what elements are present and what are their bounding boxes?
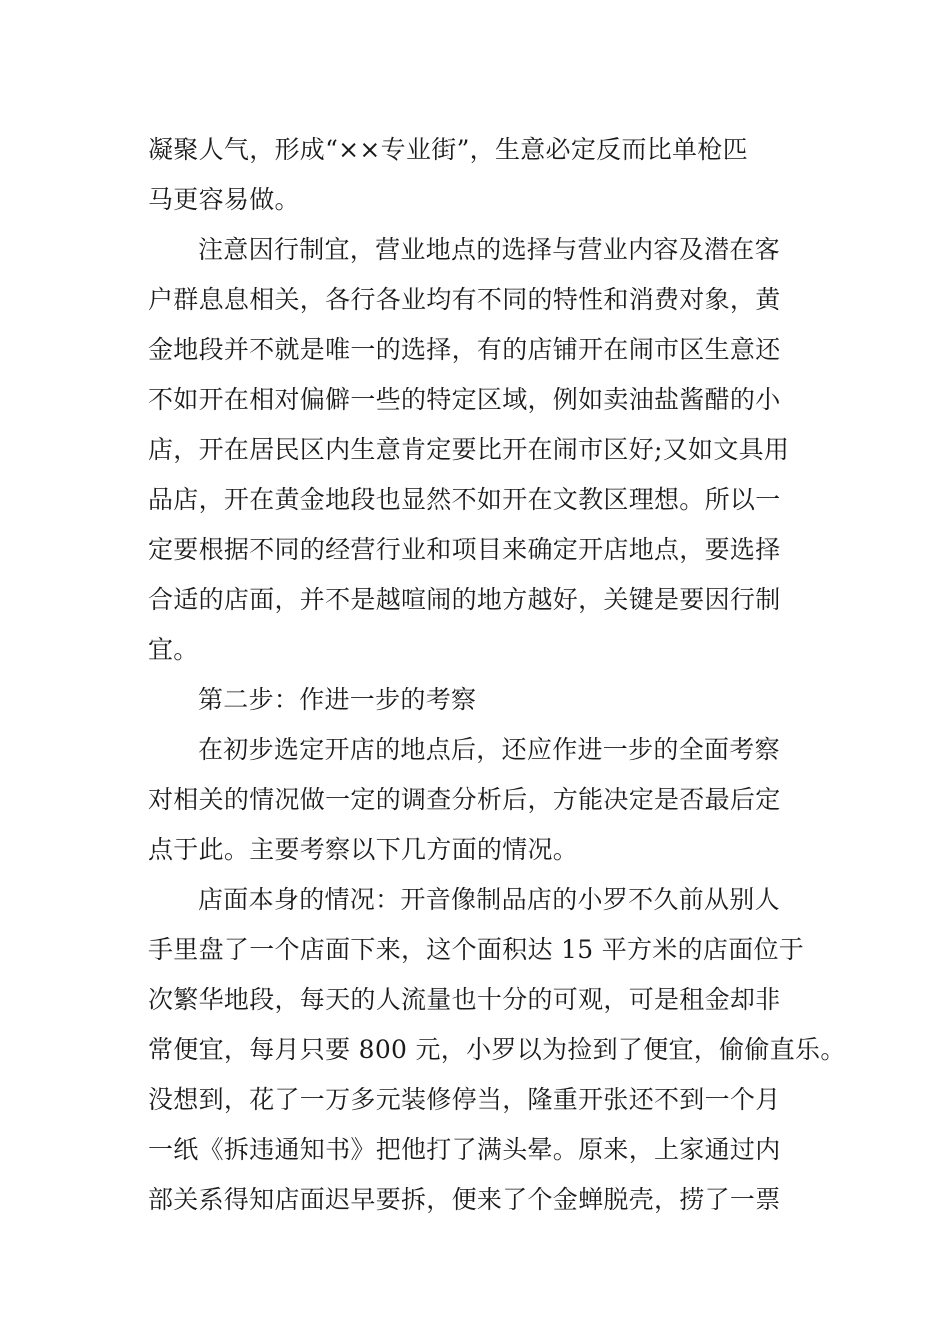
text-line: 部关系得知店面迟早要拆，便来了个金蝉脱壳，捞了一票 <box>148 1185 781 1214</box>
text-line: 品店，开在黄金地段也显然不如开在文教区理想。所以一 <box>148 485 781 514</box>
text-line: 定要根据不同的经营行业和项目来确定开店地点，要选择 <box>148 535 781 564</box>
paragraph-first-line: 在初步选定开店的地点后，还应作进一步的全面考察 <box>198 735 780 764</box>
text-line: 马更容易做。 <box>148 185 300 214</box>
text-line: 手里盘了一个店面下来，这个面积达 15 平方米的店面位于 <box>148 935 805 964</box>
text-line: 没想到，花了一万多元装修停当，隆重开张还不到一个月 <box>148 1085 781 1114</box>
section-heading: 第二步：作进一步的考察 <box>198 685 477 714</box>
text-line: 常便宜，每月只要 800 元，小罗以为捡到了便宜，偷偷直乐。 <box>148 1035 846 1064</box>
text-line: 店，开在居民区内生意肯定要比开在闹市区好;又如文具用 <box>148 435 790 464</box>
text-line: 对相关的情况做一定的调查分析后，方能决定是否最后定 <box>148 785 781 814</box>
text-line: 户群息息相关，各行各业均有不同的特性和消费对象，黄 <box>148 285 781 314</box>
text-line: 合适的店面，并不是越喧闹的地方越好，关键是要因行制 <box>148 585 781 614</box>
text-line: 凝聚人气，形成“××专业街”，生意必定反而比单枪匹 <box>148 135 748 164</box>
text-line: 点于此。主要考察以下几方面的情况。 <box>148 835 579 864</box>
text-line: 次繁华地段，每天的人流量也十分的可观，可是租金却非 <box>148 985 781 1014</box>
text-line: 一纸《拆违通知书》把他打了满头晕。原来，上家通过内 <box>148 1135 781 1164</box>
text-line: 宜。 <box>148 635 199 664</box>
paragraph-first-line: 店面本身的情况：开音像制品店的小罗不久前从别人 <box>198 885 780 914</box>
paragraph-first-line: 注意因行制宜，营业地点的选择与营业内容及潜在客 <box>198 235 780 264</box>
text-line: 不如开在相对偏僻一些的特定区域，例如卖油盐酱醋的小 <box>148 385 781 414</box>
text-line: 金地段并不就是唯一的选择，有的店铺开在闹市区生意还 <box>148 335 781 364</box>
